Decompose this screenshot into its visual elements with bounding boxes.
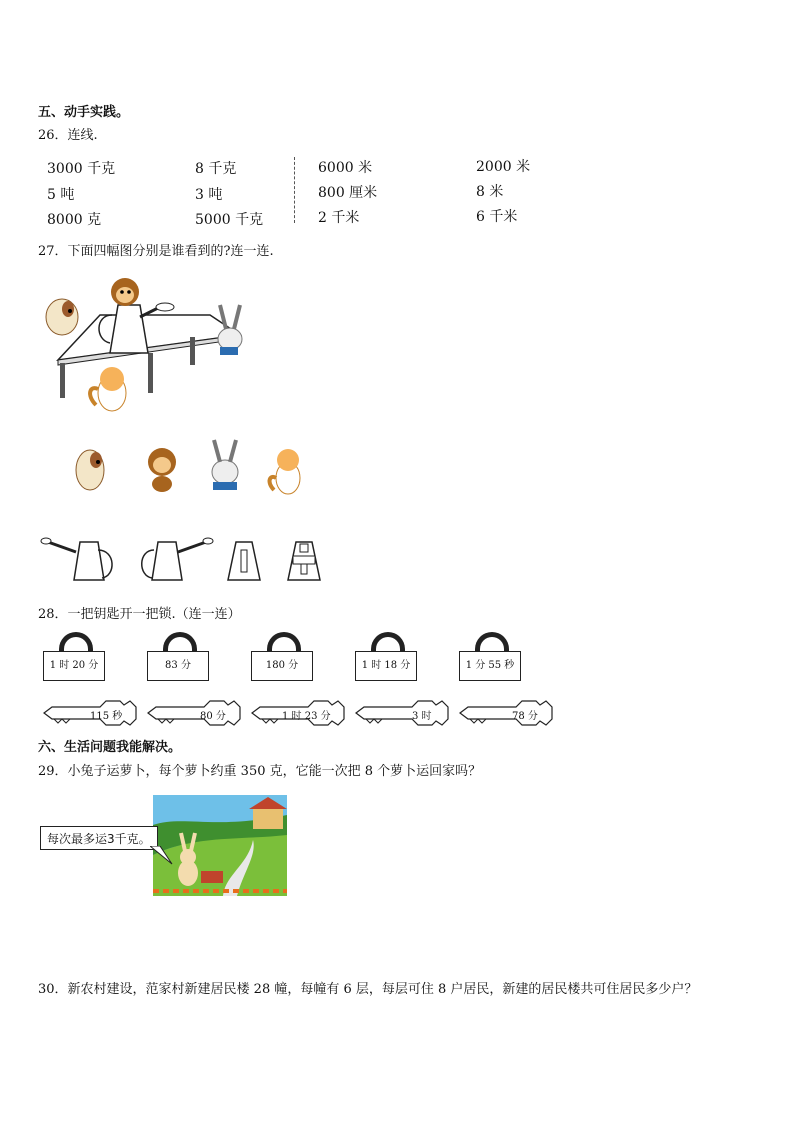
unit-item[interactable]: 3 吨 bbox=[195, 187, 223, 203]
column-divider bbox=[294, 157, 295, 223]
kettle-view-right-icon bbox=[142, 538, 213, 580]
section-five-title: 五、动手实践。 bbox=[38, 105, 130, 120]
lock[interactable]: 1 时 20 分 bbox=[43, 651, 105, 681]
unit-item[interactable]: 8 千克 bbox=[195, 161, 237, 177]
kettle-view-left-icon bbox=[41, 538, 112, 580]
question-28-title: 28．一把钥匙开一把锁.（连一连） bbox=[38, 607, 241, 622]
section-six-title: 六、生活问题我能解决。 bbox=[38, 740, 182, 755]
key-label[interactable]: 1 时 23 分 bbox=[282, 711, 331, 722]
speech-bubble-tail bbox=[150, 846, 174, 866]
table-scene-illustration bbox=[40, 275, 260, 425]
unit-item[interactable]: 5000 千克 bbox=[195, 212, 264, 228]
lock[interactable]: 83 分 bbox=[147, 651, 209, 681]
question-27-title: 27．下面四幅图分别是谁看到的?连一连. bbox=[38, 244, 274, 259]
lock[interactable]: 1 分 55 秒 bbox=[459, 651, 521, 681]
rabbit-icon bbox=[212, 440, 238, 490]
key-label[interactable]: 80 分 bbox=[200, 711, 226, 722]
animal-choices bbox=[70, 438, 310, 498]
key-icon bbox=[148, 701, 240, 725]
lock[interactable]: 180 分 bbox=[251, 651, 313, 681]
question-29-title: 29．小兔子运萝卜，每个萝卜约重 350 克，它能一次把 8 个萝卜运回家吗？ bbox=[38, 764, 482, 779]
key-icon bbox=[356, 701, 448, 725]
key-icon bbox=[460, 701, 552, 725]
cat-icon bbox=[270, 449, 300, 494]
unit-item[interactable]: 6 千米 bbox=[476, 209, 518, 225]
kettle-view-back-icon bbox=[288, 542, 320, 580]
question-26-title: 26．连线. bbox=[38, 128, 98, 143]
unit-item[interactable]: 3000 千克 bbox=[47, 161, 116, 177]
unit-item[interactable]: 5 吨 bbox=[47, 187, 75, 203]
unit-item[interactable]: 8 米 bbox=[476, 184, 504, 200]
question-30-title: 30．新农村建设，范家村新建居民楼 28 幢，每幢有 6 层，每层可住 8 户居民，新建的居民楼共可住居民多少户？ bbox=[38, 982, 698, 997]
kettle-views bbox=[40, 532, 340, 584]
key-label[interactable]: 78 分 bbox=[512, 711, 538, 722]
unit-item[interactable]: 2000 米 bbox=[476, 159, 531, 175]
kettle-view-front-icon bbox=[228, 542, 260, 580]
unit-item[interactable]: 6000 米 bbox=[318, 160, 373, 176]
unit-item[interactable]: 2 千米 bbox=[318, 210, 360, 226]
unit-item[interactable]: 8000 克 bbox=[47, 212, 102, 228]
key-label[interactable]: 3 时 bbox=[412, 711, 432, 722]
dog-icon bbox=[76, 450, 104, 490]
speech-bubble: 每次最多运3千克。 bbox=[40, 826, 158, 850]
unit-item[interactable]: 800 厘米 bbox=[318, 185, 378, 201]
key-label[interactable]: 115 秒 bbox=[90, 711, 123, 722]
lock[interactable]: 1 时 18 分 bbox=[355, 651, 417, 681]
monkey-icon bbox=[148, 448, 176, 492]
